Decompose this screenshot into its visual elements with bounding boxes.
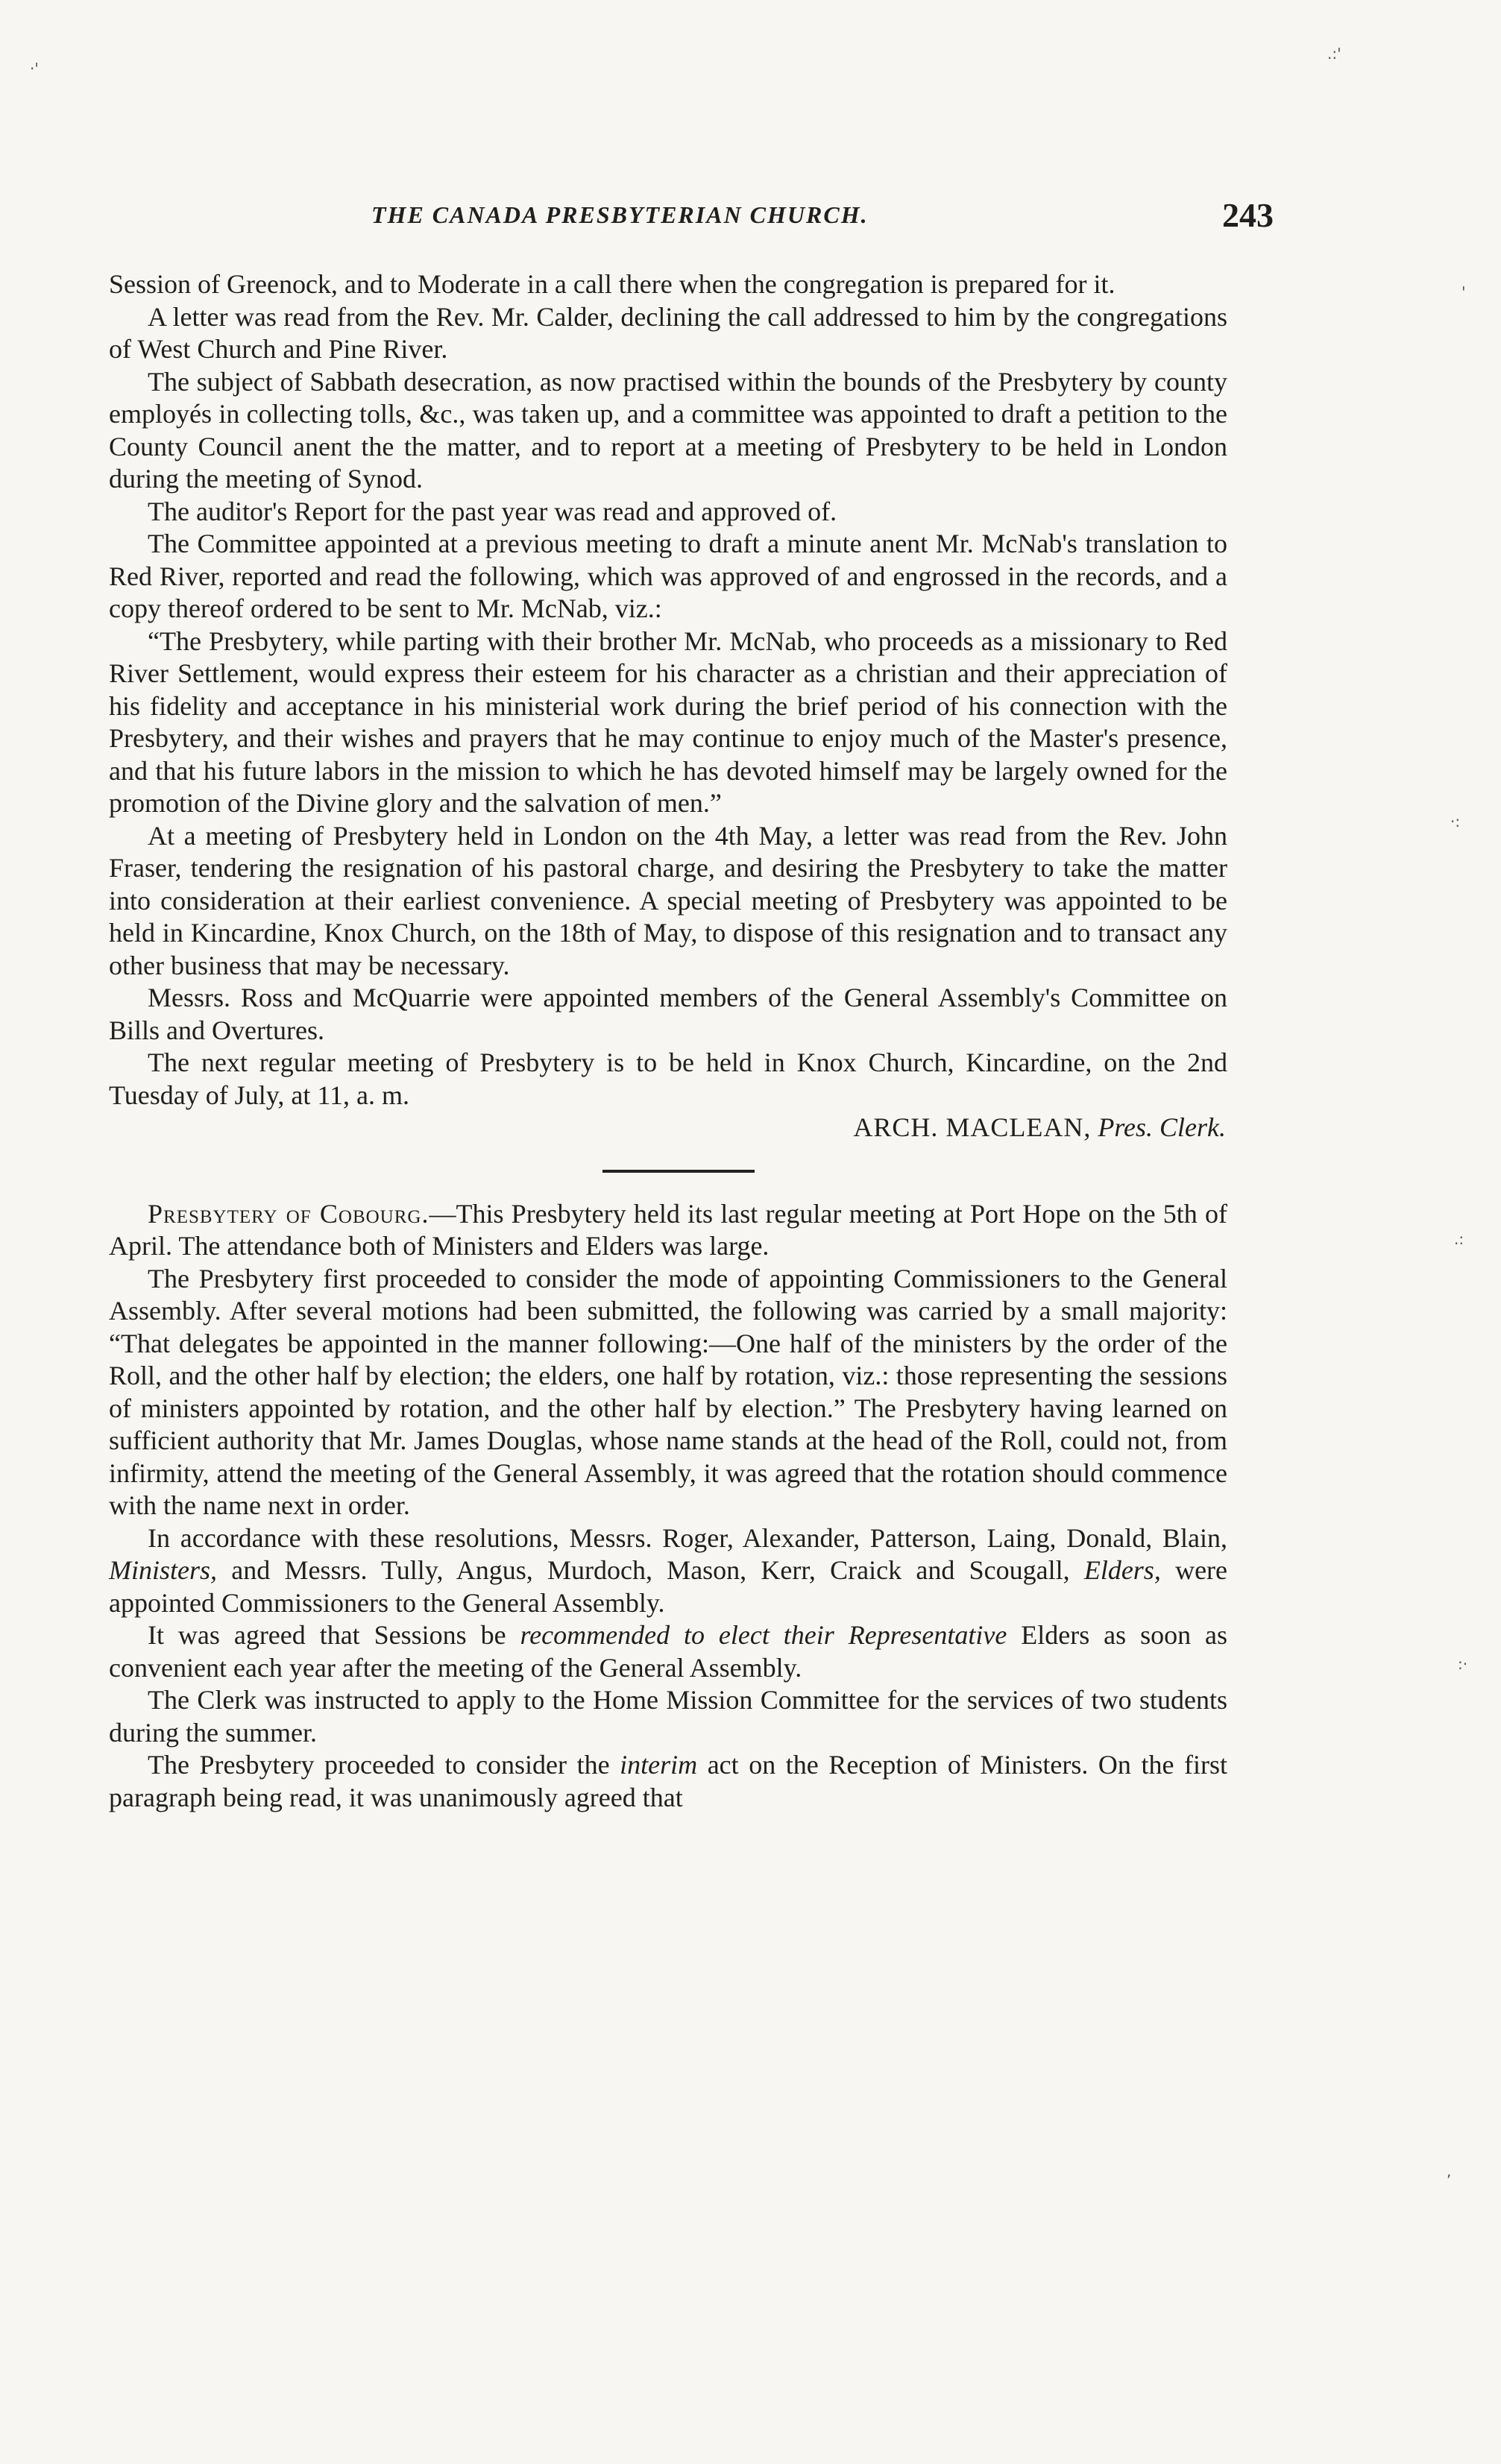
paragraph-text: Elders as soon as convenient each year after the meeting of the General Assembly. — [109, 1620, 1227, 1683]
paragraph — [109, 1522, 1227, 1620]
paragraph: The auditor's Report for the past year was read and approved of. — [148, 496, 837, 526]
scan-noise: .: — [1454, 1230, 1464, 1248]
paragraph-text: The Presbytery proceeded to consider the — [148, 1750, 610, 1780]
paragraph — [109, 1619, 1227, 1684]
paragraph: The Committee appointed at a previous meeting to draft a minute anent Mr. McNab's translation to Red River, reported and read the following, which was approved of and engrossed in the records, and a copy thereof ordered to be sent to Mr. McNab, viz.: — [109, 529, 1227, 623]
paragraph: Session of Greenock, and to Moderate in a call there when the congregation is prepared for it. — [109, 269, 1115, 299]
paragraph: Messrs. Ross and McQuarrie were appointed members of the General Assembly's Committee on Bills and Overtures. — [109, 983, 1227, 1045]
signature-line — [109, 1112, 1227, 1144]
italic-term: Ministers, — [109, 1555, 218, 1585]
scan-noise: :· — [1458, 1655, 1468, 1673]
scan-noise: ·: — [1450, 813, 1461, 831]
section-divider — [109, 1144, 1227, 1198]
paragraph: The Presbytery first proceeded to consider the mode of appointing Commissioners to the General Assembly. After several motions had been submitted, the following was carried by a small majority: “That delegates be appointed in the manner following:—One half of the ministers by the order of the Roll, and the other half by election; the elders, one half by rotation, viz.: those representing the sessions of ministers appointed by rotation, and the other half by election.” The Presbytery having learned on sufficient authority that Mr. James Douglas, whose name stands at the head of the Roll, could not, from infirmity, attend the meeting of the General Assembly, it was agreed that the rotation should commence with the name next in order. — [109, 1263, 1227, 1520]
quoted-minute — [109, 626, 1227, 820]
signature-role: Pres. Clerk. — [1098, 1112, 1226, 1142]
scan-noise: ' — [1461, 283, 1466, 301]
paragraph — [109, 1749, 1227, 1814]
paragraph-text: In accordance with these resolutions, Messrs. Roger, Alexander, Patterson, Laing, Donald, Blain, — [148, 1522, 1227, 1553]
scan-noise: ·' — [30, 60, 39, 78]
italic-term: Elders, — [1083, 1555, 1161, 1585]
italic-term: interim — [620, 1750, 698, 1780]
section-heading: Presbytery of Cobourg. — [148, 1198, 429, 1229]
paragraph: The subject of Sabbath desecration, as now practised within the bounds of the Presbytery by county employés in collecting tolls, &c., was taken up, and a committee was appointed to draft a petition to the County Council anent the the matter, and to report at a meeting of Presbytery to be held in London during the meeting of Synod. — [109, 366, 1227, 494]
paragraph: The next regular meeting of Presbytery is to be held in Knox Church, Kincardine, on the 2nd Tuesday of July, at 11, a. m. — [109, 1047, 1227, 1110]
paragraph-text: were appointed Commissioners to the General Assembly. — [109, 1555, 1228, 1618]
paragraph: A letter was read from the Rev. Mr. Calder, declining the call addressed to him by the congregations of West Church and Pine River. — [109, 301, 1227, 364]
article-body — [109, 268, 1227, 1814]
paragraph-text: act on the Reception of Ministers. On the first paragraph being read, it was unanimously agreed that — [109, 1750, 1228, 1812]
page-header — [110, 195, 1274, 240]
paragraph-text: —This Presbytery held its last regular meeting at Port Hope on the 5th of April. The attendance both of Ministers and Elders was large. — [109, 1198, 1227, 1261]
signature-name: ARCH. MACLEAN, — [853, 1112, 1092, 1142]
paragraph — [109, 1198, 1227, 1263]
page-number: 243 — [1222, 196, 1274, 234]
paragraph-text: and Messrs. Tully, Angus, Murdoch, Mason, Kerr, Craick and Scougall, — [231, 1555, 1070, 1585]
quote-paragraph: “The Presbytery, while parting with their brother Mr. McNab, who proceeds as a missionary to Red River Settlement, would express their esteem for his character as a christian and their appreciation of his fidelity and acceptance in his ministerial work during the brief period of his connection with the Presbytery, and their wishes and prayers that he may continue to enjoy much of the Master's presence, and that his future labors in the mission to which he has devoted himself may be largely owned for the promotion of the Divine glory and the salvation of men.” — [109, 626, 1227, 818]
paragraph: At a meeting of Presbytery held in London on the 4th May, a letter was read from the Rev. John Fraser, tendering the resignation of his pastoral charge, and desiring the Presbytery to take the matter into consideration at their earliest convenience. A special meeting of Presbytery was appointed to be held in Kincardine, Knox Church, on the 18th of May, to dispose of this resignation and to transact any other business that may be necessary. — [109, 820, 1227, 980]
scan-noise: , — [1447, 2162, 1452, 2180]
italic-phrase: recommended to elect their Representative — [520, 1620, 1007, 1650]
running-head: THE CANADA PRESBYTERIAN CHURCH. — [371, 201, 869, 228]
divider-rule — [602, 1170, 755, 1173]
scan-noise: .:' — [1327, 45, 1341, 63]
paragraph-text: It was agreed that Sessions be — [148, 1620, 506, 1650]
paragraph: The Clerk was instructed to apply to the Home Mission Committee for the services of two students during the summer. — [109, 1685, 1227, 1748]
